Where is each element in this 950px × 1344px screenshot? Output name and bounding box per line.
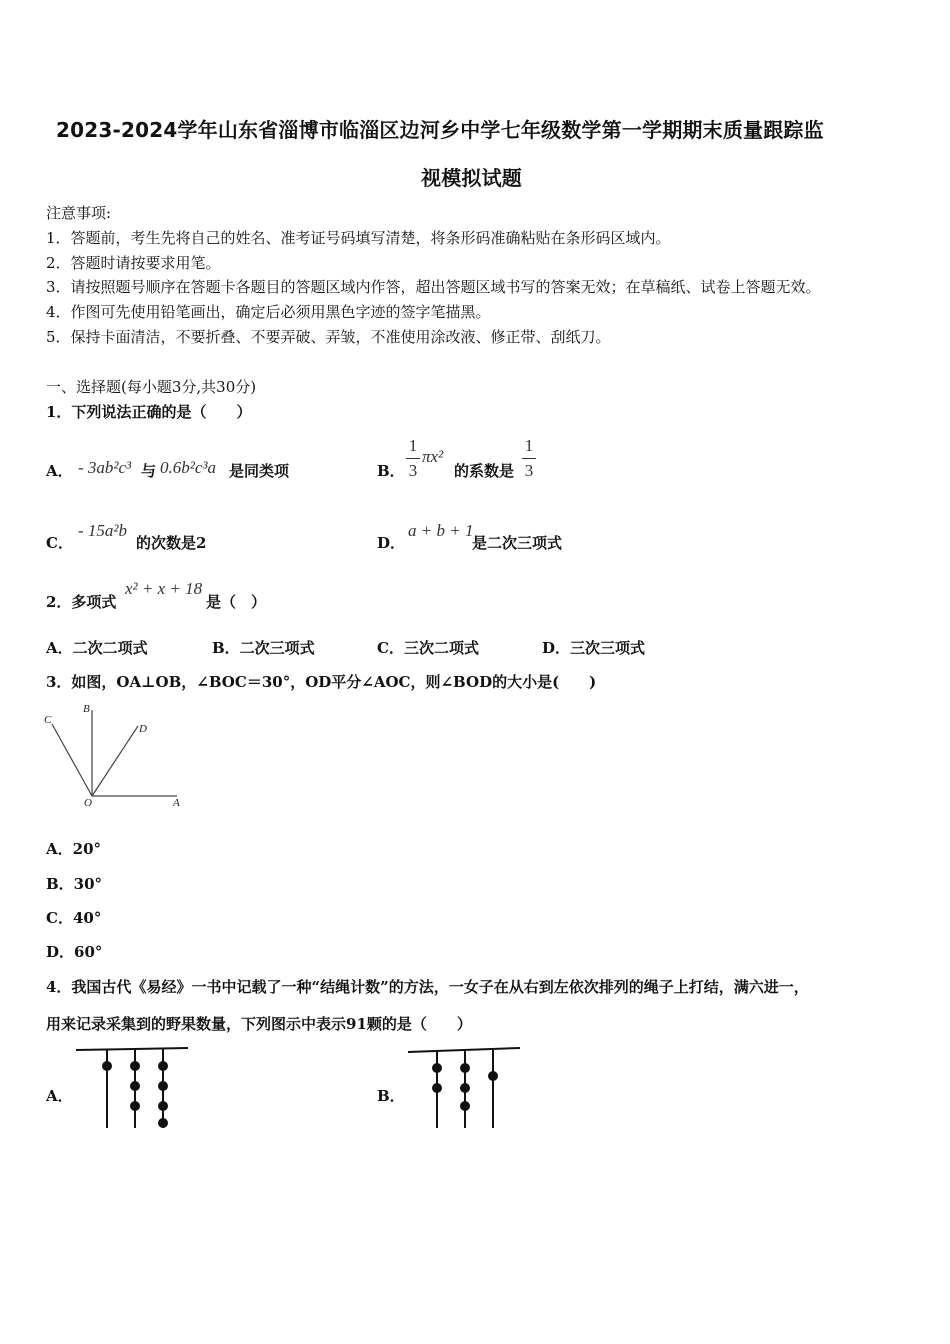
q4-option-b-label: B． <box>377 1087 405 1105</box>
q1-option-a-expr2: 0.6b²c³a <box>160 458 216 477</box>
q3-option-d: D．60° <box>46 943 103 961</box>
q1-stem: 1．下列说法正确的是（ ） <box>46 403 252 421</box>
q2-option-a: A．二次二项式 <box>46 639 148 657</box>
q3-stem: 3．如图，OA⊥OB，∠BOC＝30°，OD平分∠AOC，则∠BOD的大小是( ) <box>46 673 597 691</box>
knot <box>158 1081 168 1091</box>
q1-option-a-mid: 与 <box>141 462 157 480</box>
knot <box>102 1061 112 1071</box>
q3-option-b: B．30° <box>46 875 103 893</box>
q1-option-a-tail: 是同类项 <box>229 462 290 480</box>
q1-b-ans-bar <box>522 458 536 459</box>
q2-stem-post: 是（ ） <box>206 593 267 611</box>
q4-option-a-knots-figure <box>70 1044 195 1134</box>
knot <box>130 1061 140 1071</box>
q1-b-frac-bar <box>406 458 420 459</box>
q1-b-frac-num: 1 <box>408 436 418 455</box>
q2-option-c: C．三次二项式 <box>377 639 479 657</box>
knot <box>460 1063 470 1073</box>
exam-title-line2: 视模拟试题 <box>421 166 522 190</box>
notes-heading: 注意事项: <box>46 204 112 222</box>
label-o: O <box>84 797 92 809</box>
q1-option-c-label: C． <box>46 534 73 552</box>
knot <box>488 1071 498 1081</box>
q2-expr: x² + x + 18 <box>125 579 203 598</box>
q1-option-a-expr1: - 3ab²c³ <box>78 458 132 477</box>
knot <box>432 1063 442 1073</box>
q1-option-b-mid: 的系数是 <box>454 462 515 480</box>
q1-option-c-tail: 的次数是2 <box>136 534 207 552</box>
note-item-2: 2．答题时请按要求用笔。 <box>46 254 221 272</box>
q3-option-c: C．40° <box>46 909 102 927</box>
note-item-4: 4．作图可先使用铅笔画出，确定后必须用黑色字迹的签字笔描黑。 <box>46 303 491 321</box>
q1-option-d-tail: 是二次三项式 <box>472 534 563 552</box>
q2-option-d: D．三次三项式 <box>542 639 646 657</box>
knot <box>130 1101 140 1111</box>
knot <box>130 1081 140 1091</box>
q1-option-d-label: D． <box>377 534 406 552</box>
label-d: D <box>139 723 147 735</box>
q1-option-d-expr: a + b + 1 <box>408 521 474 540</box>
q2-stem-pre: 2．多项式 <box>46 593 117 611</box>
q3-angle-figure <box>40 700 190 812</box>
knot <box>158 1101 168 1111</box>
q1-option-a-label: A． <box>46 462 73 480</box>
q4-option-a-label: A． <box>46 1087 73 1105</box>
knot <box>158 1061 168 1071</box>
note-item-3: 3．请按照题号顺序在答题卡各题目的答题区域内作答，超出答题区域书写的答案无效；在草稿纸、试卷上答题无效。 <box>46 278 821 296</box>
label-a: A <box>173 797 180 809</box>
note-item-1: 1．答题前，考生先将自己的姓名、准考证号码填写清楚，将条形码准确粘贴在条形码区域内。 <box>46 229 671 247</box>
q1-option-b-label: B． <box>377 462 405 480</box>
q2-option-b: B．二次三项式 <box>212 639 315 657</box>
top-rope <box>76 1048 188 1050</box>
knot <box>460 1083 470 1093</box>
knot <box>158 1118 168 1128</box>
label-c: C <box>44 714 52 726</box>
label-b: B <box>83 703 90 715</box>
section-heading: 一、选择题(每小题3分,共30分) <box>46 378 257 396</box>
q1-option-c-expr: - 15a²b <box>78 521 128 540</box>
q3-option-a: A．20° <box>46 840 102 858</box>
q1-b-frac-den: 3 <box>408 461 418 480</box>
q4-stem-line2: 用来记录采集到的野果数量，下列图示中表示91颗的是（ ） <box>46 1015 472 1033</box>
q4-stem-line1: 4．我国古代《易经》一书中记载了一种“结绳计数”的方法，一女子在从右到左依次排列的绳子上打结，满六进一， <box>46 978 809 996</box>
ray-od <box>92 726 138 796</box>
q1-b-ans-den: 3 <box>524 461 534 480</box>
q1-b-ans-num: 1 <box>524 436 534 455</box>
knot <box>432 1083 442 1093</box>
q4-option-b-knots-figure <box>402 1044 527 1134</box>
knot <box>460 1101 470 1111</box>
note-item-5: 5．保持卡面清洁，不要折叠、不要弄破、弄皱，不准使用涂改液、修正带、刮纸刀。 <box>46 328 611 346</box>
q1-option-b-expr: πx² <box>422 447 444 466</box>
ray-oc <box>52 724 92 796</box>
exam-title-line1: 2023-2024学年山东省淄博市临淄区边河乡中学七年级数学第一学期期末质量跟踪监 <box>56 118 824 142</box>
